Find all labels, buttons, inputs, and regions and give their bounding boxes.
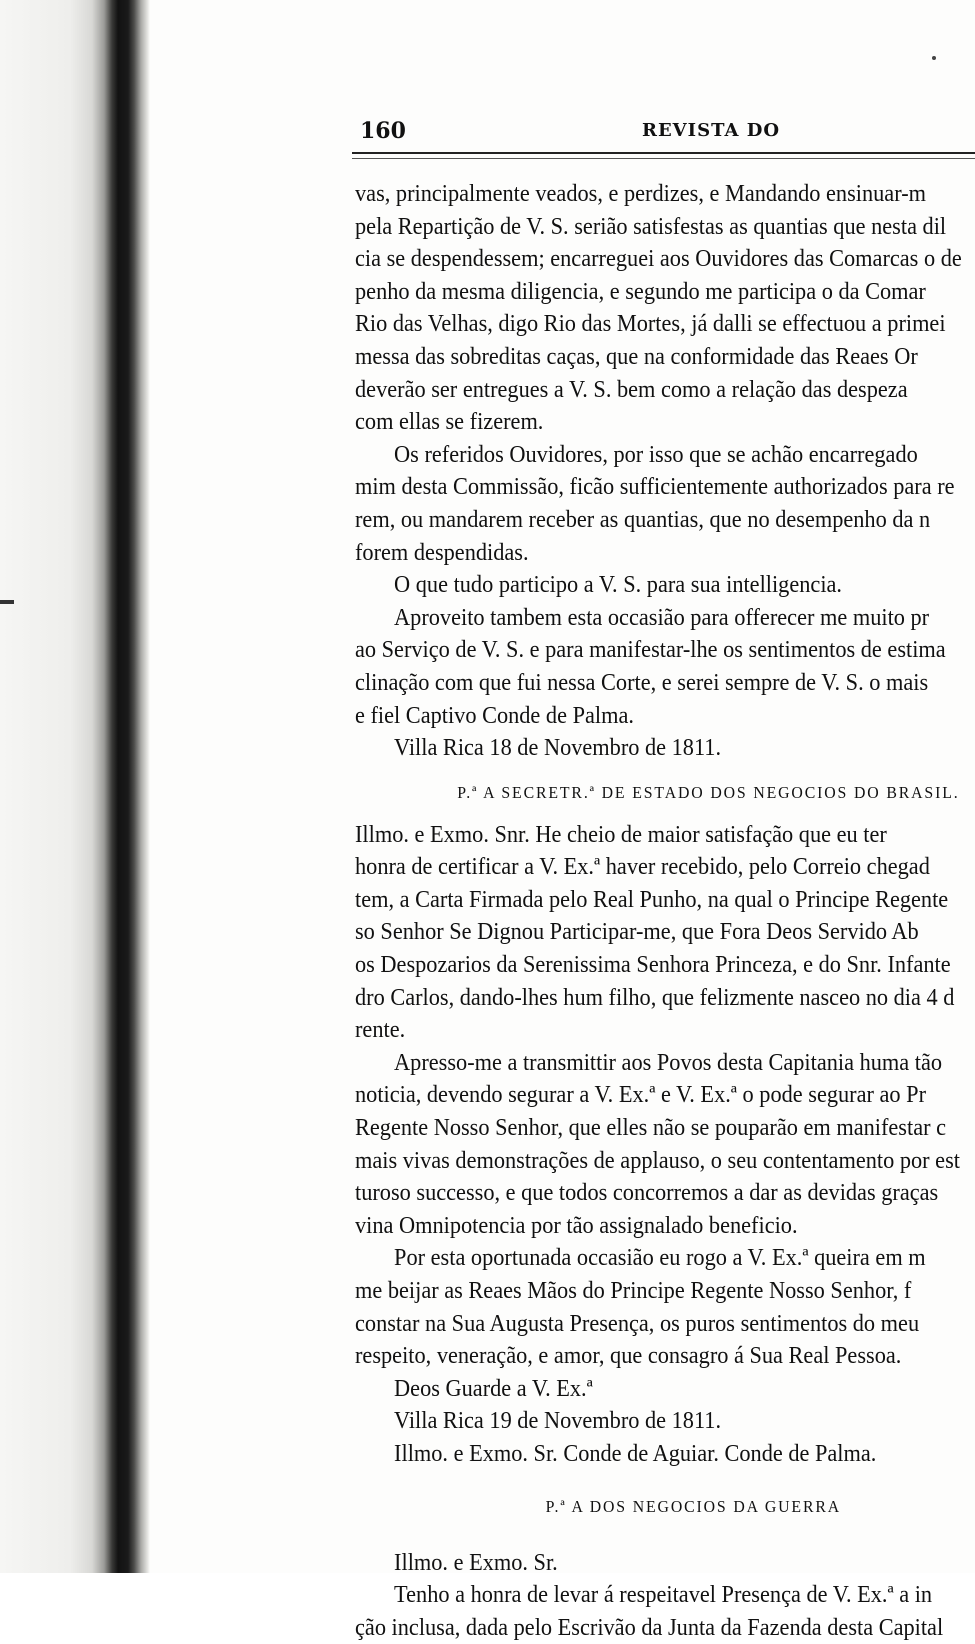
text-line: Villa Rica 19 de Novembro de 1811.: [394, 1408, 722, 1435]
text-line: Illmo. e Exmo. Snr. He cheio de maior satisfação que eu ter: [355, 821, 887, 848]
text-line: honra de certificar a V. Ex.ª haver recebido, pelo Correio chegad: [355, 854, 930, 881]
text-line: so Senhor Se Dignou Participar-me, que Fora Deos Servido Ab: [355, 919, 919, 946]
text-line: Illmo. e Exmo. Sr. Conde de Aguiar. Conde de Palma.: [394, 1440, 877, 1467]
paper-speck: [932, 56, 936, 60]
header-rule: [352, 152, 975, 159]
text-line: Villa Rica 18 de Novembro de 1811.: [394, 735, 722, 762]
text-line: O que tudo participo a V. S. para sua intelligencia.: [394, 572, 843, 599]
text-line: dro Carlos, dando-lhes hum filho, que felizmente nasceo no dia 4 d: [355, 984, 955, 1011]
text-line: Tenho a honra de levar á respeitavel Presença de V. Ex.ª a in: [394, 1582, 933, 1609]
text-line: ao Serviço de V. S. e para manifestar-lhe os sentimentos de estima: [355, 637, 946, 664]
text-line: respeito, veneração, e amor, que consagro á Sua Real Pessoa.: [355, 1343, 902, 1370]
page-header: [360, 118, 975, 148]
margin-mark: [0, 600, 14, 604]
text-line: forem despendidas.: [355, 539, 529, 566]
text-line: Rio das Velhas, digo Rio das Mortes, já dalli se effectuou a primei: [355, 311, 946, 338]
text-line: clinação com que fui nessa Corte, e serei sempre de V. S. o mais: [355, 669, 929, 696]
running-head: REVISTA DO: [642, 120, 780, 141]
text-line: vina Omnipotencia por tão assignalado beneficio.: [355, 1212, 798, 1239]
text-line: os Despozarios da Serenissima Senhora Princeza, e do Snr. Infante: [355, 952, 951, 979]
body-text: [355, 178, 975, 1641]
text-line: turoso successo, e que todos concorremos a dar as devidas graças: [355, 1180, 939, 1207]
section-heading: P.ª A DOS NEGOCIOS DA GUERRA: [545, 1496, 842, 1516]
text-line: Apresso-me a transmittir aos Povos desta Capitania huma tão: [394, 1049, 943, 1076]
text-line: rem, ou mandarem receber as quantias, que no desempenho da n: [355, 506, 931, 533]
text-line: rente.: [355, 1017, 406, 1044]
text-line: cia se despendessem; encarreguei aos Ouvidores das Comarcas o de: [355, 246, 962, 273]
text-line: Os referidos Ouvidores, por isso que se achão encarregado: [394, 441, 918, 468]
text-line: pela Repartição de V. S. serião satisfestas as quantias que nesta dil: [355, 213, 947, 240]
text-line: me beijar as Reaes Mãos do Principe Regente Nosso Senhor, f: [355, 1278, 912, 1304]
text-line: Regente Nosso Senhor, que elles não se pouparão em manifestar c: [355, 1115, 947, 1142]
text-line: vas, principalmente veados, e perdizes, e Mandando ensinuar-m: [355, 181, 926, 207]
text-line: penho da mesma diligencia, e segundo me participa o da Comar: [355, 278, 926, 305]
text-line: Aproveito tambem esta occasião para offerecer me muito pr: [394, 604, 930, 631]
text-line: deverão ser entregues a V. S. bem como a relação das despeza: [355, 376, 908, 403]
text-line: com ellas se fizerem.: [355, 409, 544, 436]
section-heading: P.ª A SECRETR.ª DE ESTADO DOS NEGOCIOS DO BRASIL.: [457, 782, 960, 802]
text-line: mim desta Commissão, ficão sufficientemente authorizados para re: [355, 474, 955, 501]
text-line: Deos Guarde a V. Ex.ª: [394, 1375, 593, 1402]
text-line: constar na Sua Augusta Presença, os puros sentimentos do meu: [355, 1310, 920, 1337]
text-line: e fiel Captivo Conde de Palma.: [355, 702, 634, 729]
text-line: Illmo. e Exmo. Sr.: [394, 1549, 558, 1576]
book-binding-gutter: [0, 0, 150, 1573]
text-line: tem, a Carta Firmada pelo Real Punho, na qual o Principe Regente: [355, 886, 949, 913]
text-line: Por esta oportunada occasião eu rogo a V. Ex.ª queira em m: [394, 1245, 926, 1272]
text-line: noticia, devendo segurar a V. Ex.ª e V. Ex.ª o pode segurar ao Pr: [355, 1082, 927, 1109]
text-line: messa das sobreditas caças, que na conformidade das Reaes Or: [355, 343, 918, 370]
page-number: 160: [360, 118, 406, 144]
text-line: mais vivas demonstrações de applauso, o seu contentamento por est: [355, 1147, 960, 1174]
text-line: ção inclusa, dada pelo Escrivão da Junta da Fazenda desta Capital: [355, 1614, 944, 1641]
